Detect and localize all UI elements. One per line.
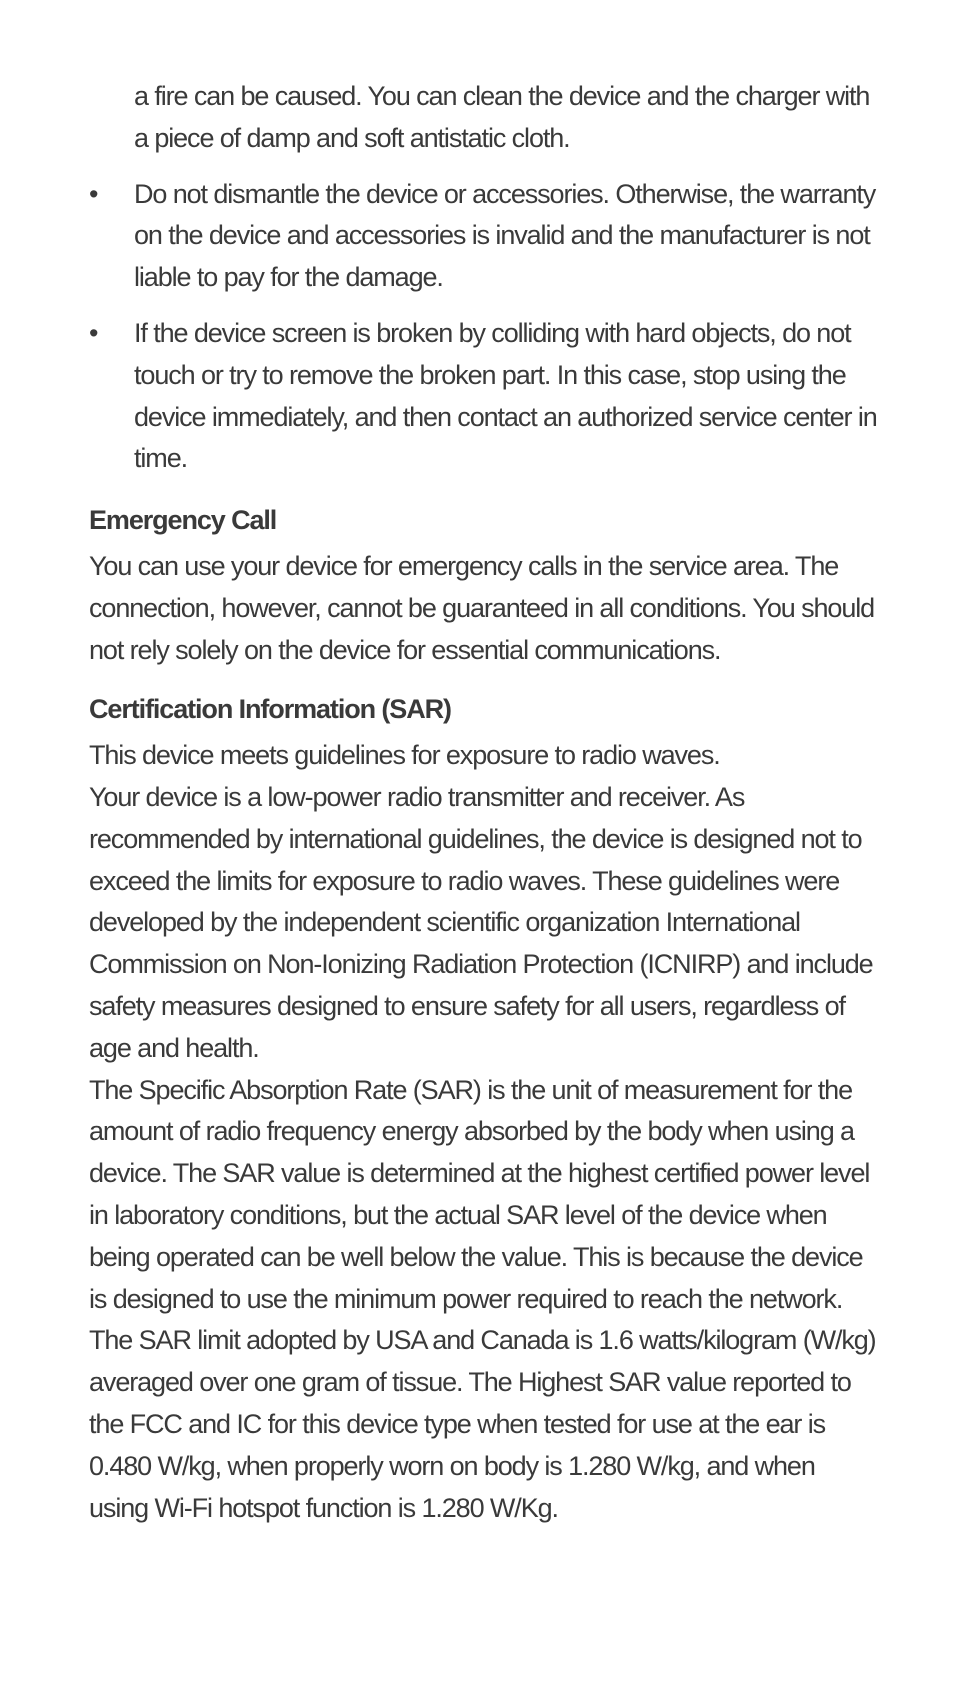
document-page xyxy=(89,76,879,1529)
bullet-marker: • xyxy=(89,178,99,209)
emergency-call-heading: Emergency Call xyxy=(89,505,277,536)
sar-paragraph: The SAR limit adopted by USA and Canada is 1.6 watts/kilogram (W/kg) averaged over one gram of tissue. The Highest SAR value reported to the FCC and IC for this device type when tested for use at the ear is 0.480 W/kg, when properly worn on body is 1.280 W/kg, and when using Wi-Fi hotspot function is 1.280 W/Kg. xyxy=(89,1325,876,1523)
continued-paragraph: a fire can be caused. You can clean the device and the charger with a piece of damp and soft antistatic cloth. xyxy=(134,81,870,153)
emergency-call-body: You can use your device for emergency calls in the service area. The connection, however, cannot be guaranteed in all conditions. You should not rely solely on the device for essential communications. xyxy=(89,550,875,665)
sar-heading: Certification Information (SAR) xyxy=(89,694,451,725)
bullet-marker: • xyxy=(89,317,99,348)
sar-paragraph: Your device is a low-power radio transmitter and receiver. As recommended by international guidelines, the device is designed not to exceed the limits for exposure to radio waves. These guidelines were developed by the independent scientific organization International Commission on Non-Ionizing Radiation Protection (ICNIRP) and include safety measures designed to ensure safety for all users, regardless of age and health. xyxy=(89,781,873,1063)
sar-paragraph: The Specific Absorption Rate (SAR) is the unit of measurement for the amount of radio frequency energy absorbed by the body when using a device. The SAR value is determined at the highest certified power level in laboratory conditions, but the actual SAR level of the device when being operated can be well below the value. This is because the device is designed to use the minimum power required to reach the network. xyxy=(89,1074,870,1314)
sar-paragraph: This device meets guidelines for exposure to radio waves. xyxy=(89,740,720,771)
list-item xyxy=(89,313,879,480)
bullet-text: Do not dismantle the device or accessories. Otherwise, the warranty on the device and accessories is invalid and the manufacturer is not liable to pay for the damage. xyxy=(134,178,876,293)
list-item xyxy=(89,174,879,299)
bullet-text: If the device screen is broken by colliding with hard objects, do not touch or try to remove the broken part. In this case, stop using the device immediately, and then contact an authorized service center in time. xyxy=(134,317,877,474)
